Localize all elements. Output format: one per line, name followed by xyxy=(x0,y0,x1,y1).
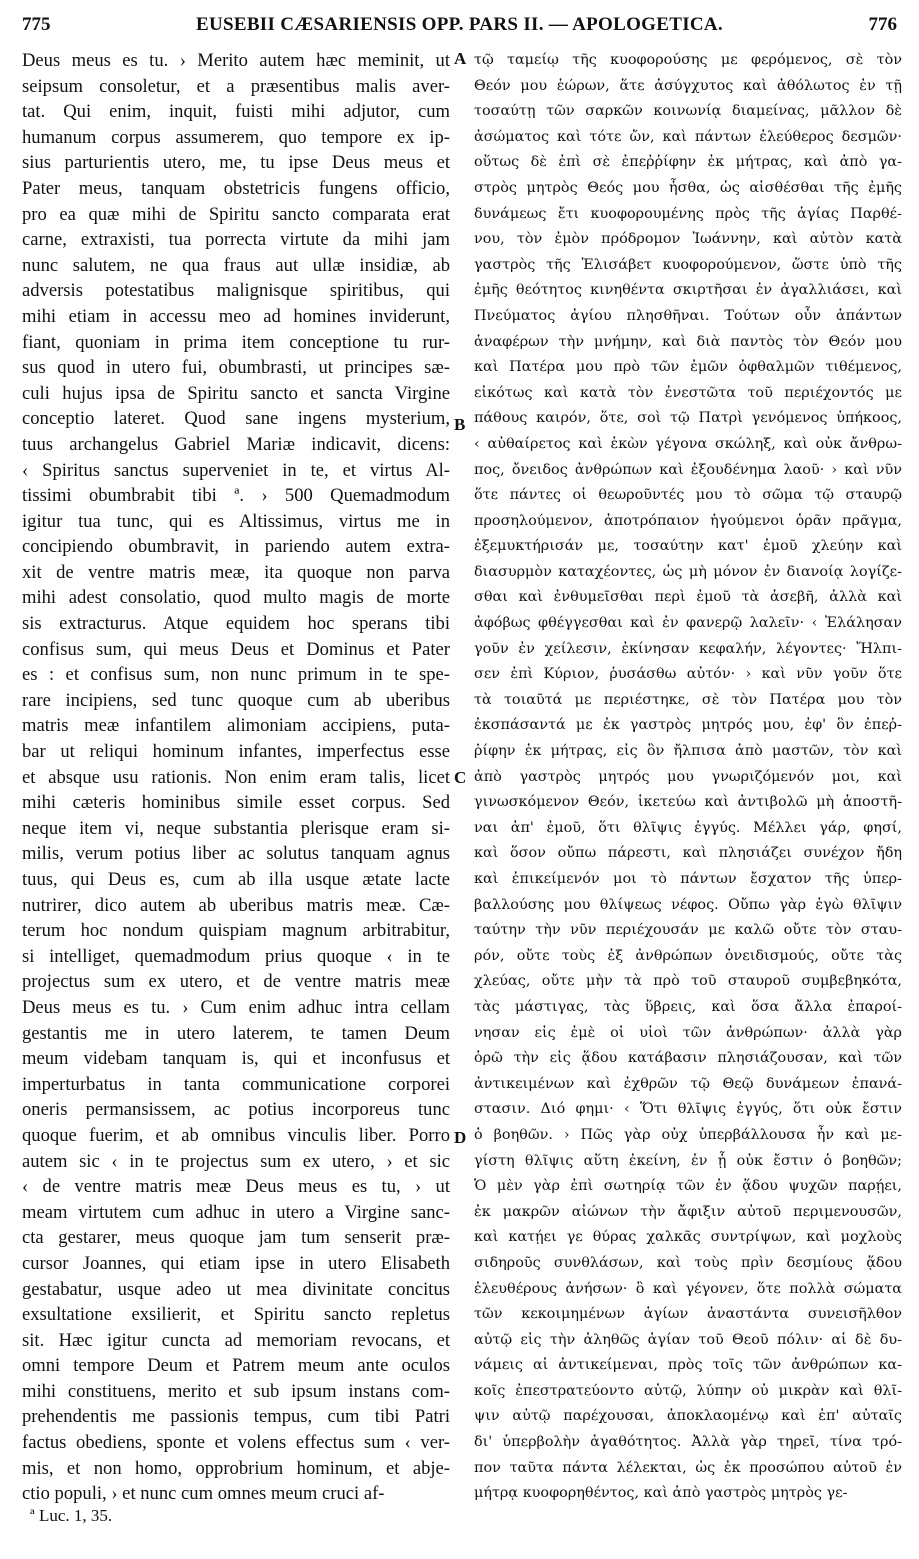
latin-text-line: meam virtutem cum adhuc in utero a Virgine sanc- xyxy=(22,1201,450,1223)
greek-text-line: σεν ἐπὶ Κύριον, ῥυσάσθω αὐτόν· › καὶ νῦν γοῦν ὅτε xyxy=(474,666,902,683)
latin-text-line: ‹ de ventre matris meæ Deus meus es tu, › ut xyxy=(22,1176,450,1198)
latin-text-line: neque item vi, neque substantia plerisque eram si- xyxy=(22,817,450,839)
greek-text-line: νάμεις αἱ ἀντικείμεναι, πρὸς τοῖς τῶν ἀνθρώπων κα- xyxy=(474,1357,902,1374)
latin-text-line: tat. Qui enim, inquit, fuisti mihi adjutor, cum xyxy=(22,101,450,123)
greek-text-line: ἀντικειμένων καὶ ἐχθρῶν τῷ Θεῷ δυνάμεων ἐπανά- xyxy=(474,1075,902,1092)
greek-text-line: οὕτως δὲ ἐπὶ σὲ ἐπεῤῥίφην ἐκ μήτρας, καὶ ἀπὸ γα- xyxy=(474,154,902,171)
greek-text-line: σιδηροῦς συνθλάσων, καὶ τοὺς πρὶν δεσμίους ᾅδου xyxy=(474,1254,902,1271)
greek-text-line: ψιν αὐτῷ παρέχουσαι, ἀποκλαομένῳ καὶ ἐπ' αὐταῖς xyxy=(474,1408,902,1425)
latin-text-line: mis, et non homo, opprobrium hominum, et abje- xyxy=(22,1457,450,1479)
greek-text-line: γίστη θλῖψις αὕτη ἐκείνη, ἐν ᾗ οὐκ ἔστιν ὁ βοηθῶν; xyxy=(474,1152,902,1169)
latin-text-line: pro ea quæ mihi de Spiritu sancto comparata erat xyxy=(22,203,450,225)
greek-column xyxy=(474,48,902,1507)
latin-text-line: es : et confisus sum, non nunc primum in te spe- xyxy=(22,664,450,686)
greek-text-line: δυνάμεως ἔτι κυοφορουμένης πρὸς τῆς ἁγίας Παρθέ- xyxy=(474,205,902,222)
greek-text-line: ταύτην τὴν νῦν περιέχουσάν με καλῶ οὔτε τὸν σταυ- xyxy=(474,922,902,939)
greek-text-line: στρὸς μητρὸς Θεός μου ἦσθα, ὡς αἰσθέσθαι τῆς ἐμῆς xyxy=(474,179,902,196)
greek-text-line: ὁ βοηθῶν. › Πῶς γὰρ οὐχ ὑπερβάλλουσα ἦν καὶ με- xyxy=(474,1126,902,1143)
latin-text-line: tuus archangelus Gabriel Mariæ indicavit, dicens: xyxy=(22,433,450,455)
latin-text-line: gestantis me in utero laterem, te tamen Deum xyxy=(22,1022,450,1044)
greek-text-line: ἐλευθέρους ἀνήσων· ὃ καὶ γέγονεν, ὅτε πολλὰ σώματα xyxy=(474,1280,902,1297)
latin-text-line: Pater meus, tanquam obstetricis fungens officio, xyxy=(22,177,450,199)
latin-text-line: oneris permansissem, ac potius incorporeus tunc xyxy=(22,1099,450,1121)
greek-text-line: νου, τὸν ἐμὸν πρόδρομον Ἰωάννην, καὶ αὐτὸν κατὰ xyxy=(474,231,902,248)
greek-text-line: κοῖς ἐπεστρατεύοντο αὐτῷ, λύπην οὐ μικρὰν καὶ θλῖ- xyxy=(474,1382,902,1399)
greek-text-line: καὶ ἐπικείμενόν μοι τὸ πάντων ἔσχατον τῆς ὑπερ- xyxy=(474,871,902,887)
greek-text-line: ἐμῆς θεότητος κινηθέντα σκιρτῆσαι ἐν ἀγαλλιάσει, καὶ xyxy=(474,282,902,299)
latin-text-line: ctio populi, › et nunc cum omnes meum cruci af- xyxy=(22,1483,385,1505)
latin-text-line: matris meæ infantilem alimoniam accipiens, puta- xyxy=(22,715,450,737)
greek-text-line: ὅτε πάντες οἱ θεωροῦντές μου τὸ σῶμα τῷ σταυρῷ xyxy=(474,487,902,504)
latin-text-line: gestabatur, usque adeo ut mea divinitate concitus xyxy=(22,1278,450,1300)
latin-text-line: nunc salutem, ne qua fraus aut ullæ insidiæ, ab xyxy=(22,254,450,276)
latin-text-line: quoque fuerim, et ab omnibus vinculis liber. Porro xyxy=(22,1124,450,1146)
latin-text-line: rare incipiens, sed tunc quoque cum ab uberibus xyxy=(22,689,450,711)
latin-text-line: prehendentis me passionis tempus, cum tibi Patri xyxy=(22,1406,450,1428)
greek-text-line: μήτρᾳ κυοφορηθέντος, καὶ ἀπὸ γαστρὸς μητρὸς γε- xyxy=(474,1485,848,1502)
latin-text-line: autem sic ‹ in te projectus sum ex utero, › et sic xyxy=(22,1150,450,1172)
latin-text-line: ‹ Spiritus sanctus superveniet in te, et virtus Al- xyxy=(22,459,450,481)
running-title: EUSEBII CÆSARIENSIS OPP. PARS II. — APOLOGETICA. xyxy=(195,14,723,35)
latin-text-line: sis extracturus. Atque equidem hoc sperans tibi xyxy=(22,613,450,635)
column-marker-a: A xyxy=(454,49,467,68)
greek-text-line: διασυρμὸν καταχέοντες, ὡς μὴ μόνον ἐν διανοίᾳ λογίζε- xyxy=(474,563,902,580)
greek-text-line: γαστρὸς τῆς Ἐλισάβετ κυοφορούμενον, ὥστε ὑπὸ τῆς xyxy=(474,256,902,273)
greek-text-line: ρόν, οὔτε τοὺς ἐξ ἀνθρώπων ὀνειδισμούς, οὔτε τὰς xyxy=(474,947,902,964)
greek-text-line: Πνεύματος ἁγίου πλησθῆναι. Τούτων οὖν ἁπάντων xyxy=(474,307,902,324)
greek-text-line: αὐτῷ εἰς τὴν ἀληθῶς ἁγίαν τοῦ Θεοῦ πόλιν· αἱ δὲ δυ- xyxy=(474,1331,902,1348)
greek-text-line: πον ταῦτα πάντα λέλεκται, ὡς ἐκ προσώπου αὐτοῦ ἐν xyxy=(474,1459,902,1476)
greek-text-line: καὶ κατῄει γε θύρας χαλκᾶς συντρίψων, καὶ μοχλοὺς xyxy=(474,1229,902,1246)
latin-text-line: factus obediens, sponte et volens effectus sum ‹ ver- xyxy=(22,1432,450,1454)
latin-text-line: mihi adest consolatio, quod multo magis de morte xyxy=(22,587,450,609)
latin-text-line: Deus meus es tu. › Cum enim adhuc intra cellam xyxy=(22,996,450,1018)
page-number-left: 775 xyxy=(22,14,51,35)
column-marker-c: C xyxy=(454,768,467,787)
greek-text-line: τοσαύτῃ τῶν σαρκῶν κοινωνίᾳ διαμείνας, μᾶλλον δὲ xyxy=(474,103,902,120)
greek-text-line: εἰκότως καὶ κατὰ τὸν ἐνεστῶτα τοῦ περιέχοντός με xyxy=(474,384,902,401)
greek-text-line: γοῦν ἐν χείλεσιν, ἐκίνησαν κεφαλήν, λέγοντες· Ἤλπι- xyxy=(474,640,902,657)
latin-text-line: sit. Hæc igitur cuncta ad memoriam revocans, et xyxy=(22,1329,450,1351)
footnote: ª Luc. 1, 35. xyxy=(30,1506,113,1525)
greek-text-line: στασιν. Διό φημι· ‹ Ὅτι θλῖψις ἐγγύς, ὅτι οὐκ ἔστιν xyxy=(474,1101,902,1118)
latin-text-line: mihi cæteris hominibus simile esset corpus. Sed xyxy=(22,792,450,814)
latin-text-line: meum videbam tanquam is, qui et inconfusus et xyxy=(22,1048,450,1070)
latin-text-line: si intelliget, quemadmodum prius quoque ‹ in te xyxy=(22,945,450,967)
greek-text-line: ἀπὸ γαστρὸς μητρός μου γνωριζόμενόν μοι, καὶ xyxy=(474,768,902,785)
greek-text-line: ‹ αὐθαίρετος καὶ ἑκὼν γέγονα σκώληξ, καὶ οὐκ ἄνθρω- xyxy=(474,435,902,452)
latin-text-line: cursor Joannes, qui etiam ipse in utero Elisabeth xyxy=(22,1252,450,1274)
page-number-right: 776 xyxy=(868,14,897,35)
latin-text-line: conceptio lateret. Quod sane ingens mysterium, xyxy=(22,408,450,430)
latin-text-line: cta gestarer, meus quoque jam tum senserit præ- xyxy=(22,1227,450,1249)
greek-text-line: ἐξεμυκτήρισάν με, τοσαύτην κατ' ἐμοῦ χλεύην καὶ xyxy=(474,538,902,555)
latin-text-line: concipiendo obumbravit, in pariendo autem extra- xyxy=(22,536,450,558)
greek-text-line: ἐκσπάσαντά με ἐκ γαστρὸς μητρός μου, ἐφ' ὃν ἐπεῤ- xyxy=(474,717,902,734)
latin-text-line: imperturbatus in tanta communicatione corporei xyxy=(22,1073,450,1095)
greek-text-line: γινωσκόμενον Θεόν, ἱκετεύω καὶ ἀντιβολῶ μὴ ἀποστῆ- xyxy=(474,794,902,811)
column-marker-d: D xyxy=(454,1128,467,1147)
greek-text-line: Ὁ μὲν γὰρ ἐπὶ σωτηρίᾳ τῶν ἐν ᾅδου ψυχῶν παρῄει, xyxy=(474,1178,902,1195)
running-header xyxy=(22,14,897,42)
latin-text-line: milis, verum potius liber ac solutus tanquam agnus xyxy=(22,843,450,865)
greek-text-line: νησαν εἰς ἐμὲ οἱ υἱοὶ τῶν ἀνθρώπων· ἀλλὰ γὰρ xyxy=(474,1024,902,1041)
greek-text-line: ἀναφέρων τὴν μνήμην, καὶ διὰ παντὸς τὸν Θεόν μου xyxy=(474,333,902,350)
greek-text-line: τὰς μάστιγας, τὰς ὕβρεις, καὶ ὅσα ἄλλα ἐπαροί- xyxy=(474,998,902,1015)
greek-text-line: πάθους καιρόν, ὅτε, σοὶ τῷ Πατρὶ γενόμενος ὑπήκοος, xyxy=(474,410,902,427)
greek-text-line: ἀφόβως φθέγγεσθαι καὶ ἐν φανερῷ λαλεῖν· ‹ Ἐλάλησαν xyxy=(474,615,902,632)
greek-text-line: καὶ Πατέρα μου πρὸ τῶν ἐμῶν ὀφθαλμῶν τιθέμενος, xyxy=(474,359,902,376)
latin-text-line: tuus, qui Deus es, cum ab illa usque ætate lacte xyxy=(22,869,450,890)
latin-text-line: culi hujus ipsa de Spiritu sancto et sancta Virgine xyxy=(22,382,450,404)
latin-text-line: mihi etiam in accessu meo ad homines inviderunt, xyxy=(22,305,450,327)
greek-text-line: σθαι καὶ ἐνθυμεῖσθαι περὶ ἐμοῦ τὰ ἀσεβῆ, ἀλλὰ καὶ xyxy=(474,589,902,606)
greek-text-line: ῥίφην ἐκ μήτρας, εἰς ὃν ἤλπισα ἀπὸ μαστῶν, τὸν καὶ xyxy=(474,743,902,760)
greek-text-line: δι' ὑπερβολὴν ἀγαθότητος. Ἀλλὰ γὰρ τηρεῖ, τίνα τρό- xyxy=(474,1434,902,1451)
greek-text-line: βαλλούσης μου θλίψεως νέφος. Οὔπω γὰρ ἐγὼ θλῖψιν xyxy=(474,896,902,913)
greek-text-line: πος, ὄνειδος ἀνθρώπων καὶ ἐξουδένημα λαοῦ· › καὶ νῦν xyxy=(474,461,902,478)
latin-column xyxy=(22,48,450,1507)
latin-text-line: seipsum consoletur, et a præsentibus malis aver- xyxy=(22,75,450,97)
greek-text-line: τὰ τοιαῦτά με περιέστηκε, σὲ τὸν Πατέρα μου τὸν xyxy=(474,691,902,708)
latin-text-line: nutrirer, dico autem ab uberibus matris meæ. Cæ- xyxy=(22,894,450,916)
greek-text-line: ναι ἀπ' ἐμοῦ, ὅτι θλῖψις ἐγγύς. Μέλλει γάρ, φησί, xyxy=(474,819,902,836)
greek-text-line: τῷ ταμείῳ τῆς κυοφορούσης με φερόμενος, σὲ τὸν xyxy=(474,52,902,68)
latin-text-line: carne, extraxisti, tua porrecta virtute da mihi jam xyxy=(22,229,450,251)
greek-text-line: καὶ ὅσον οὔπω πάρεστι, καὶ πλησιάζει συνέχον ἤδη xyxy=(474,845,902,862)
greek-text-line: ὁρῶ τὴν εἰς ᾅδου κατάβασιν πλησιάζουσαν, καὶ τῶν xyxy=(474,1050,902,1067)
latin-text-line: igitur tua tunc, qui es Altissimus, virtus me in xyxy=(22,510,450,532)
greek-text-line: τῶν κεκοιμημένων ἁγίων ἀναστάντα συνεισῆλθον xyxy=(474,1306,902,1323)
latin-text-line: et absque usu rationis. Non enim eram talis, licet xyxy=(22,766,450,788)
latin-text-line: humanum corpus assumerem, quo tempore ex ip- xyxy=(22,126,450,148)
latin-text-line: terum hoc nondum quispiam magnum arbitrabitur, xyxy=(22,920,450,942)
greek-text-line: ἐκ μακρῶν αἰώνων τὴν ἄφιξιν αὐτοῦ περιμενουσῶν, xyxy=(474,1203,902,1220)
latin-text-line: adversis potestatibus malignisque spiritibus, qui xyxy=(22,280,450,302)
latin-text-line: bar ut reliqui hominum infantes, imperfectus esse xyxy=(22,741,450,763)
column-marker-b: B xyxy=(454,415,466,434)
latin-text-line: xit de ventre matris meæ, ita quoque non parva xyxy=(22,561,450,583)
latin-text-line: mihi constituens, merito et sub ipsum instans com- xyxy=(22,1380,450,1402)
latin-text-line: confisus sum, qui meus Deus et Dominus et Pater xyxy=(22,638,450,660)
latin-text-line: exsultatione exsilierit, et Spiritu sancto repletus xyxy=(22,1304,450,1326)
latin-text-line: omni tempore Deum et Patrem meum ante oculos xyxy=(22,1355,450,1377)
latin-text-line: sius parturientis utero, me, tu ipse Deus meus et xyxy=(22,152,450,174)
greek-text-line: προσηλούμενον, ἀποτρόπαιον ἡγούμενοι ὁρᾶν πρᾶγμα, xyxy=(474,512,902,529)
latin-text-line: Deus meus es tu. › Merito autem hæc meminit, ut xyxy=(22,50,450,71)
greek-text-line: ἀσώματος καὶ τότε ὤν, καὶ πάντων ἐλεύθερος δεσμῶν· xyxy=(474,128,902,145)
latin-text-line: fiant, quoniam in prima item conceptione tu rur- xyxy=(22,331,450,353)
latin-text-line: projectus sum ex utero, et de ventre matris meæ xyxy=(22,971,450,993)
latin-text-line: sus quod in utero fui, obumbrasti, ut principes sæ- xyxy=(22,357,450,379)
greek-text-line: χλεύας, οὔτε μὴν τὰ πρὸ τοῦ σταυροῦ συμβεβηκότα, xyxy=(474,973,902,990)
latin-text-line: tissimi obumbrabit tibi ª. › 500 Quemadmodum xyxy=(22,485,450,507)
greek-text-line: Θεόν μου ἑώρων, ἅτε ἀσύγχυτος καὶ ἀθόλωτος ἐν τῇ xyxy=(474,77,902,94)
